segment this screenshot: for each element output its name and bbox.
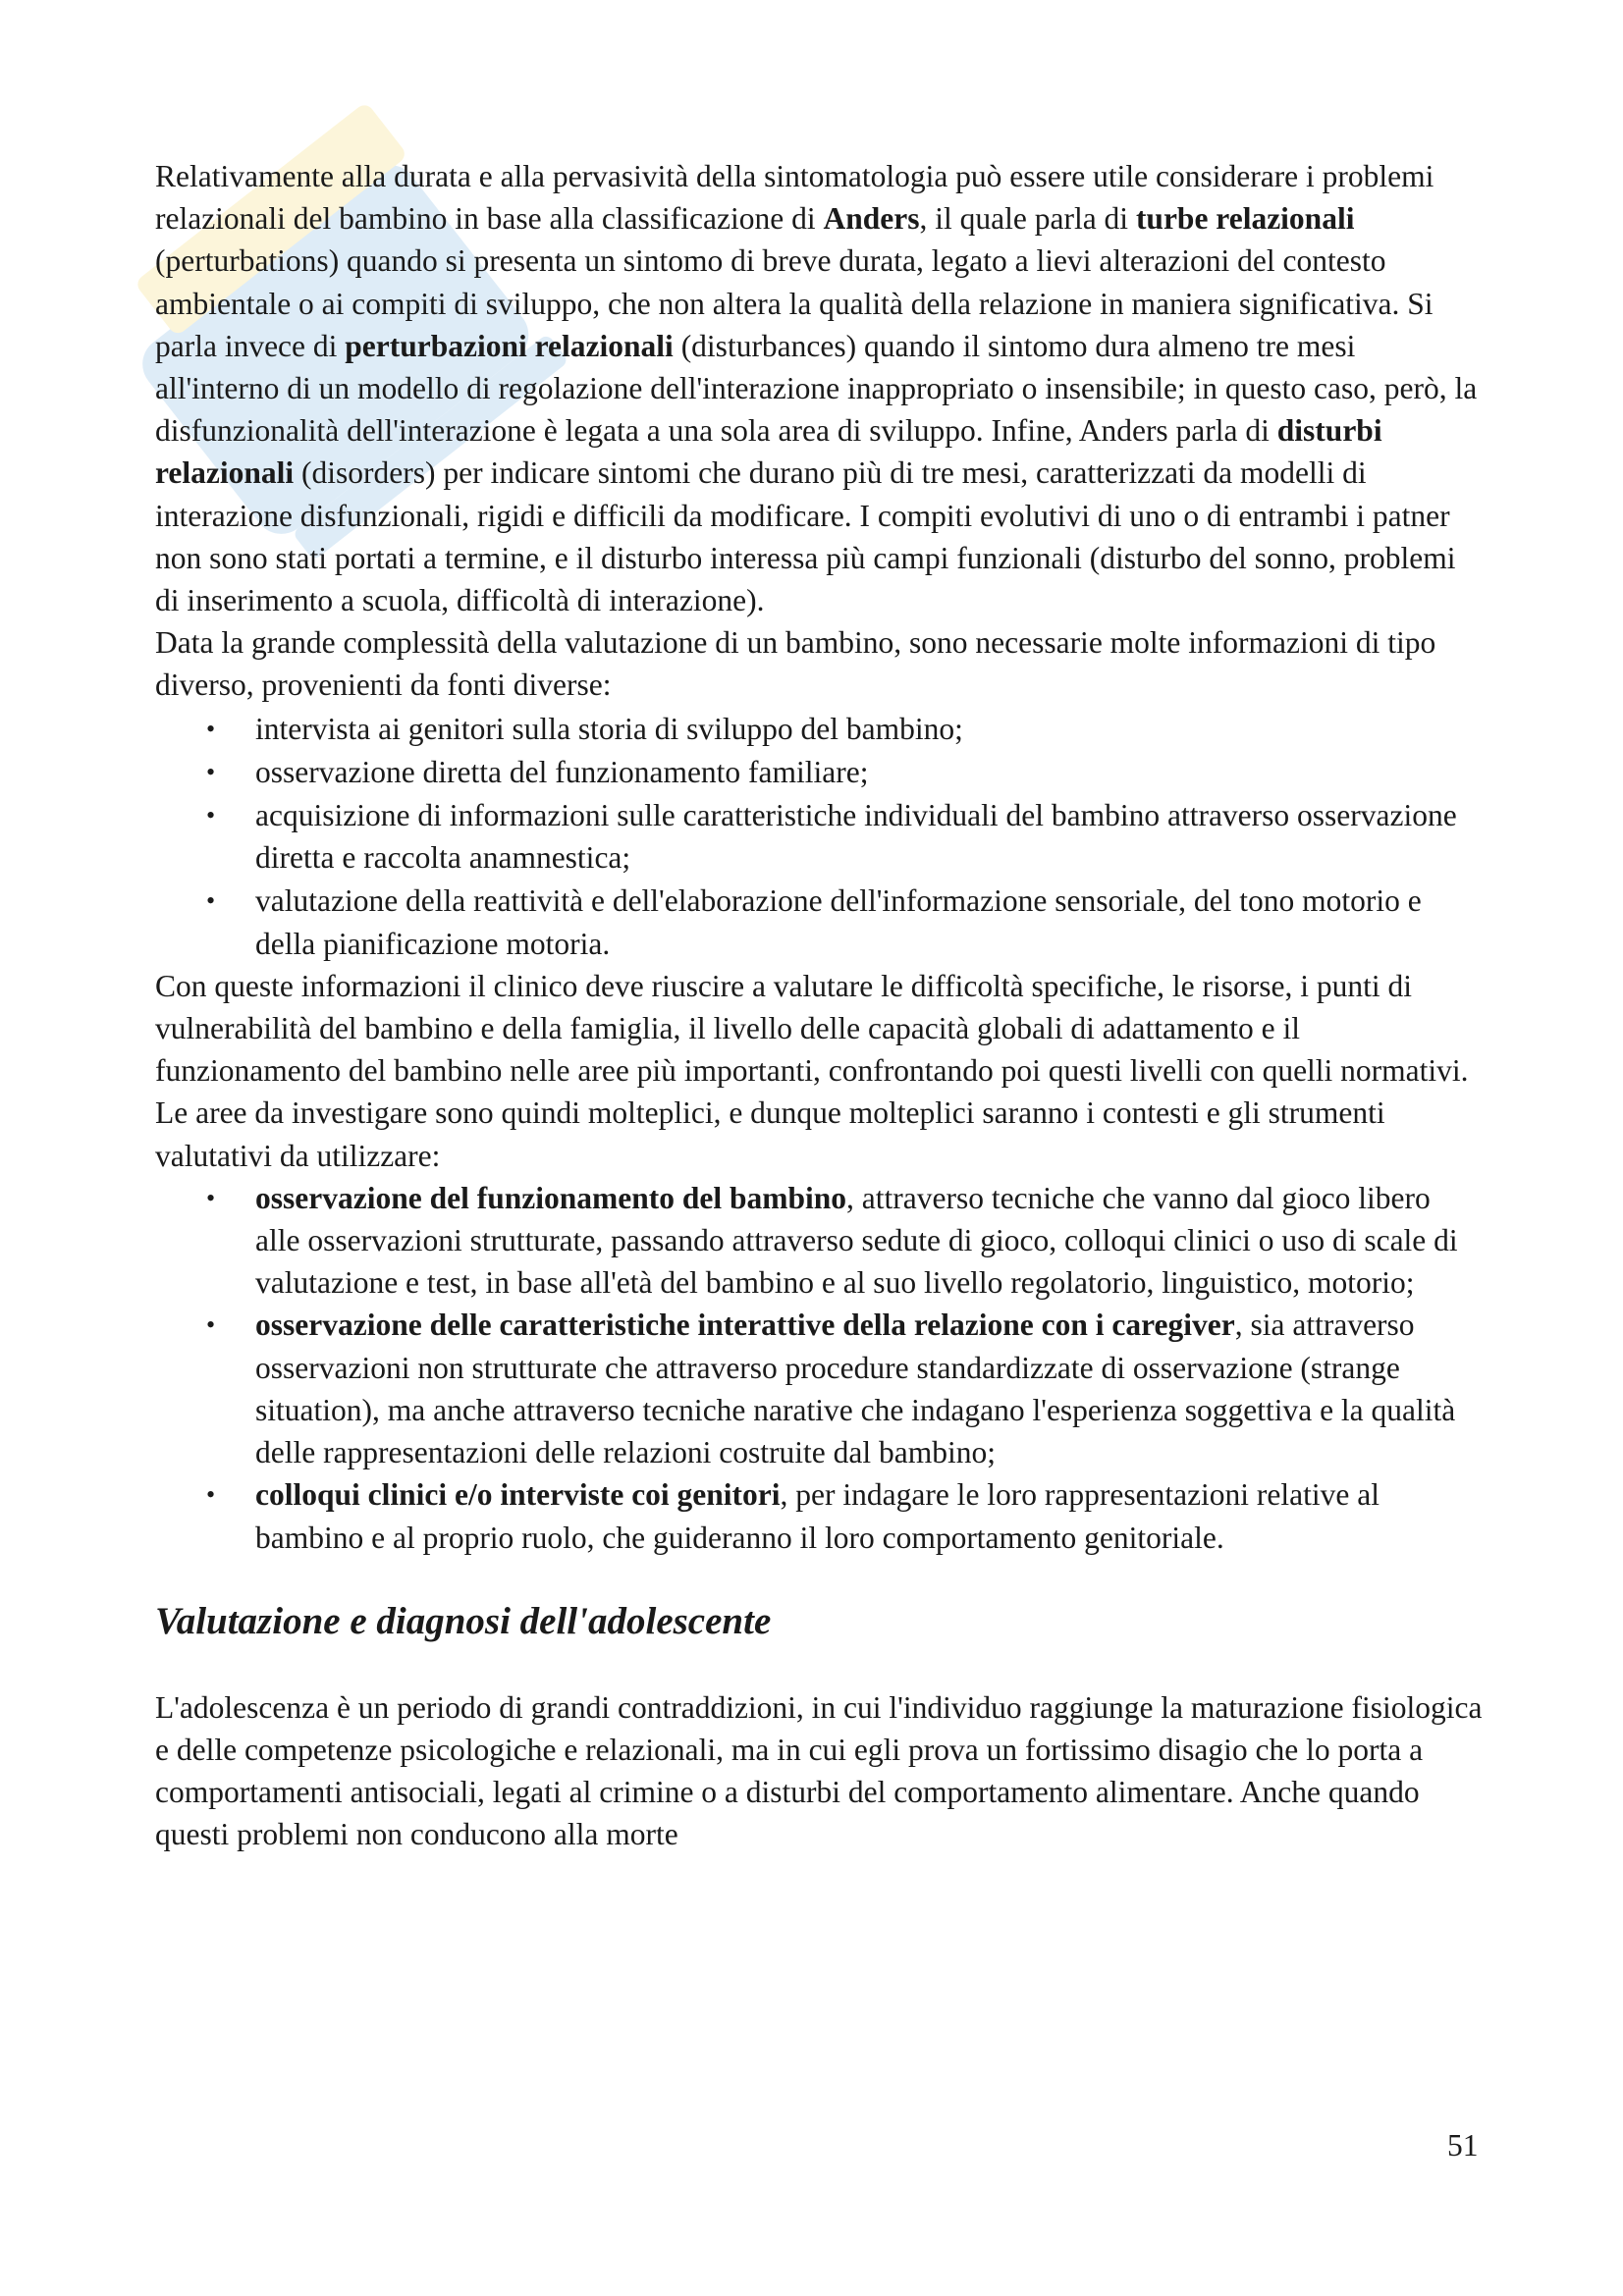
section-heading: Valutazione e diagnosi dell'adolescente <box>155 1599 772 1642</box>
term-anders: Anders <box>823 201 920 237</box>
bullet-icon: • <box>206 757 216 786</box>
bullet-icon: • <box>206 886 216 916</box>
paragraph-complessita: Data la grande complessità della valutazione di un bambino, sono necessarie molte informazioni di tipo diverso, provenienti da fonti diverse: <box>155 625 1436 703</box>
document-page <box>155 155 1483 1856</box>
bullet-icon: • <box>206 801 216 830</box>
list-item: • osservazione del funzionamento del bambino, attraverso tecniche che vanno dal gioco libero alle osservazioni strutturate, passando attraverso sedute di gioco, colloqui clinici o uso di scale di valutazione e test, in base all'età del bambino e al suo livello regolatorio, linguistico, motorio; <box>155 1177 1483 1305</box>
list-item: • osservazione diretta del funzionamento familiare; <box>155 751 1483 793</box>
list-item: • intervista ai genitori sulla storia di sviluppo del bambino; <box>155 708 1483 750</box>
information-sources-list <box>155 708 1483 965</box>
term-turbe-relazionali: turbe relazionali <box>1135 201 1355 237</box>
bullet-icon: • <box>206 1183 216 1212</box>
paragraph-clinico: Con queste informazioni il clinico deve riuscire a valutare le difficoltà specifiche, le risorse, i punti di vulnerabilità del bambino e della famiglia, il livello delle capacità globali di adattamento e il funzionamento del bambino nelle aree più importanti, confrontando poi questi livelli con quelli normativi. Le aree da investigare sono quindi molteplici, e dunque molteplici saranno i contesti e gli strumenti valutativi da utilizzare: <box>155 968 1469 1173</box>
evaluation-tools-list <box>155 1177 1483 1559</box>
term-perturbazioni-relazionali: perturbazioni relazionali <box>345 328 674 363</box>
bullet-icon: • <box>206 1310 216 1340</box>
list-item: • colloqui clinici e/o interviste coi genitori, per indagare le loro rappresentazioni relative al bambino e al proprio ruolo, che guideranno il loro comportamento genitoriale. <box>155 1473 1483 1558</box>
term-disturbi-relazionali: disturbi relazionali <box>155 413 1382 491</box>
bullet-icon: • <box>206 1480 216 1510</box>
page-number: 51 <box>1447 2128 1479 2163</box>
list-item: • acquisizione di informazioni sulle caratteristiche individuali del bambino attraverso osservazione diretta e raccolta anamnestica; <box>155 794 1483 879</box>
list-item: • osservazione delle caratteristiche interattive della relazione con i caregiver, sia attraverso osservazioni non strutturate che attraverso procedure standardizzate di osservazione (strange situation), ma anche attraverso tecniche narative che indagano l'esperienza soggettiva e la qualità delle rappresentazioni delle relazioni costruite dal bambino; <box>155 1304 1483 1473</box>
paragraph-anders: Relativamente alla durata e alla pervasività della sintomatologia può essere utile considerare i problemi relazionali del bambino in base alla classificazione di Anders, il quale parla di turbe relazionali (perturbations) quando si presenta un sintomo di breve durata, legato a lievi alterazioni del contesto ambientale o ai compiti di sviluppo, che non altera la qualità della relazione in maniera significativa. Si parla invece di perturbazioni relazionali (disturbances) quando il sintomo dura almeno tre mesi all'interno di un modello di regolazione dell'interazione inappropriato o insensibile; in questo caso, però, la disfunzionalità dell'interazione è legata a una sola area di sviluppo. Infine, Anders parla di disturbi relazionali (disorders) per indicare sintomi che durano più di tre mesi, caratterizzati da modelli di interazione disfunzionali, rigidi e difficili da modificare. I compiti evolutivi di uno o di entrambi i patner non sono stati portati a termine, e il disturbo interessa più campi funzionali (disturbo del sonno, problemi di inserimento a scuola, difficoltà di interazione). <box>155 159 1478 618</box>
list-item: • valutazione della reattività e dell'elaborazione dell'informazione sensoriale, del tono motorio e della pianificazione motoria. <box>155 880 1483 964</box>
paragraph-adolescenza: L'adolescenza è un periodo di grandi contraddizioni, in cui l'individuo raggiunge la maturazione fisiologica e delle competenze psicologiche e relazionali, ma in cui egli prova un fortissimo disagio che lo porta a comportamenti antisociali, legati al crimine o a disturbi del comportamento alimentare. Anche quando questi problemi non conducono alla morte <box>155 1689 1483 1852</box>
bullet-icon: • <box>206 714 216 743</box>
